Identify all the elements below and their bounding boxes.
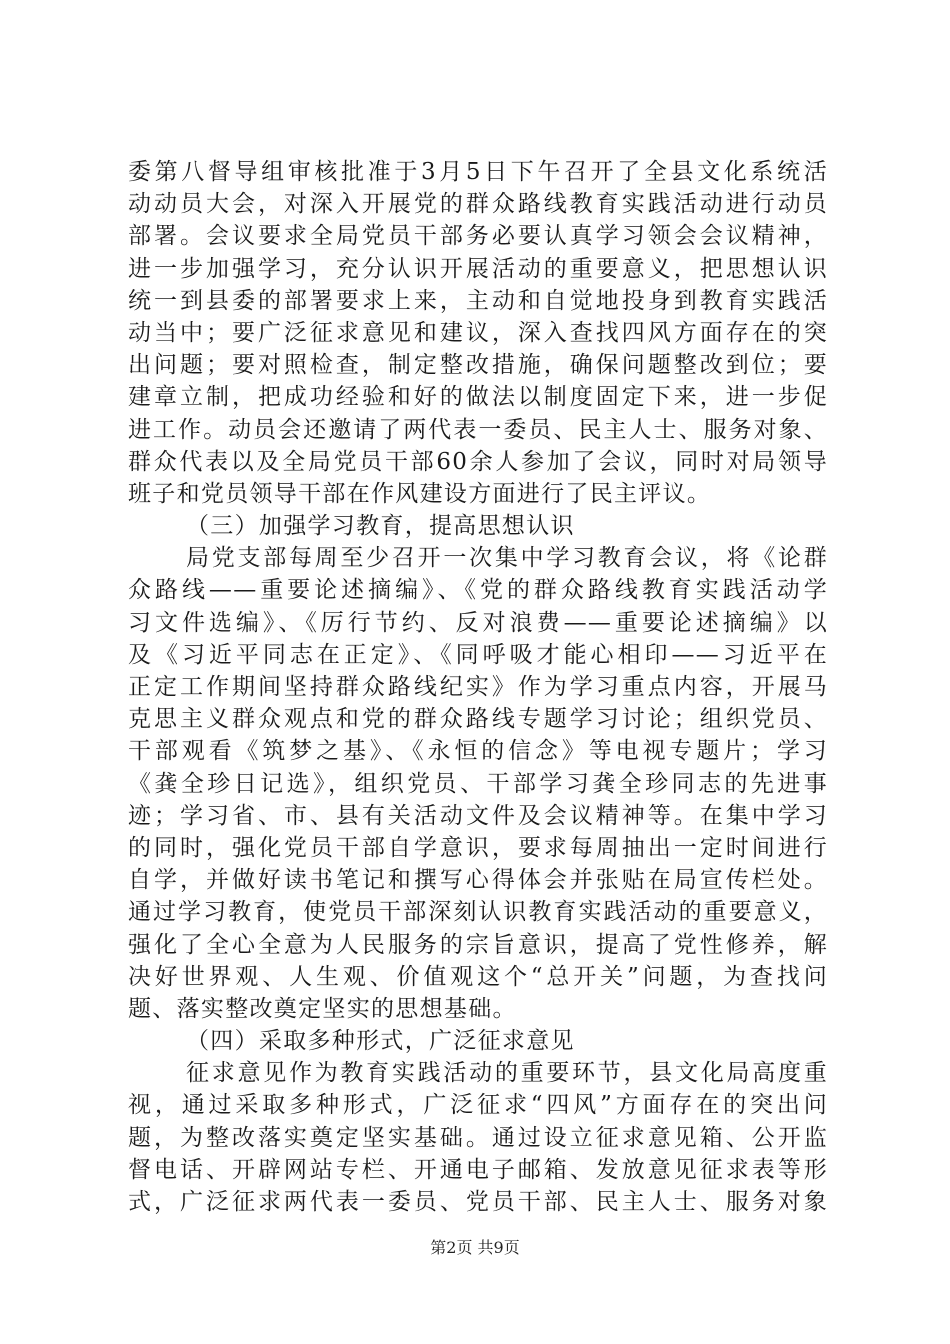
text-line: 题，为整改落实奠定坚实基础。通过设立征求意见箱、公开监 (128, 1124, 828, 1151)
text-line: 部署。会议要求全局党员干部务必要认真学习领会会议精神， (128, 223, 828, 250)
text-line: 众路线——重要论述摘编》、《党的群众路线教育实践活动学 (128, 577, 828, 604)
text-line: 班子和党员领导干部在作风建设方面进行了民主评议。 (128, 480, 712, 507)
text-line: 《龚全珍日记选》，组织党员、干部学习龚全珍同志的先进事 (128, 770, 828, 797)
text-line: 动当中；要广泛征求意见和建议，深入查找四风方面存在的突 (128, 319, 828, 346)
section-heading: （三）加强学习教育，提高思想认识 (186, 513, 575, 540)
text-line: 迹；学习省、市、县有关活动文件及会议精神等。在集中学习 (128, 802, 828, 829)
text-line: 进工作。动员会还邀请了两代表一委员、民主人士、服务对象、 (128, 416, 828, 443)
text-line: 克思主义群众观点和党的群众路线专题学习讨论；组织党员、 (128, 706, 828, 733)
text-line: 征求意见作为教育实践活动的重要环节，县文化局高度重 (186, 1060, 828, 1087)
section-heading: （四）采取多种形式，广泛征求意见 (186, 1028, 575, 1055)
text-line: 委第八督导组审核批准于3月5日下午召开了全县文化系统活 (128, 159, 828, 185)
text-line: 的同时，强化党员干部自学意识，要求每周抽出一定时间进行 (128, 834, 828, 861)
page-number-footer: 第2页 共9页 (430, 1238, 520, 1257)
text-line: 习文件选编》、《厉行节约、反对浪费——重要论述摘编》以 (128, 609, 828, 636)
text-line: 建章立制，把成功经验和好的做法以制度固定下来，进一步促 (128, 384, 828, 411)
text-line: 及《习近平同志在正定》、《同呼吸才能心相印——习近平在 (128, 641, 828, 668)
text-line: 决好世界观、人生观、价值观这个“总开关”问题，为查找问 (128, 963, 828, 990)
text-line: 出问题；要对照检查，制定整改措施，确保问题整改到位；要 (128, 352, 828, 379)
text-line: 强化了全心全意为人民服务的宗旨意识，提高了党性修养，解 (128, 931, 828, 958)
text-line: 局党支部每周至少召开一次集中学习教育会议，将《论群 (186, 545, 828, 572)
text-line: 自学，并做好读书笔记和撰写心得体会并张贴在局宣传栏处。 (128, 867, 828, 894)
text-line: 群众代表以及全局党员干部60余人参加了会议，同时对局领导 (128, 448, 828, 475)
text-line: 通过学习教育，使党员干部深刻认识教育实践活动的重要意义， (128, 899, 828, 926)
text-line: 式，广泛征求两代表一委员、党员干部、民主人士、服务对象 (128, 1189, 828, 1215)
text-line: 视，通过采取多种形式，广泛征求“四风”方面存在的突出问 (128, 1092, 828, 1119)
text-line: 正定工作期间坚持群众路线纪实》作为学习重点内容，开展马 (128, 674, 828, 700)
text-line: 督电话、开辟网站专栏、开通电子邮箱、发放意见征求表等形 (128, 1156, 828, 1183)
text-line: 进一步加强学习，充分认识开展活动的重要意义，把思想认识 (128, 255, 828, 282)
text-line: 统一到县委的部署要求上来，主动和自觉地投身到教育实践活 (128, 287, 828, 314)
text-line: 动动员大会，对深入开展党的群众路线教育实践活动进行动员 (128, 191, 828, 218)
text-line: 题、落实整改奠定坚实的思想基础。 (128, 995, 517, 1022)
text-line: 干部观看《筑梦之基》、《永恒的信念》等电视专题片；学习 (128, 738, 828, 765)
document-body (128, 156, 828, 1218)
